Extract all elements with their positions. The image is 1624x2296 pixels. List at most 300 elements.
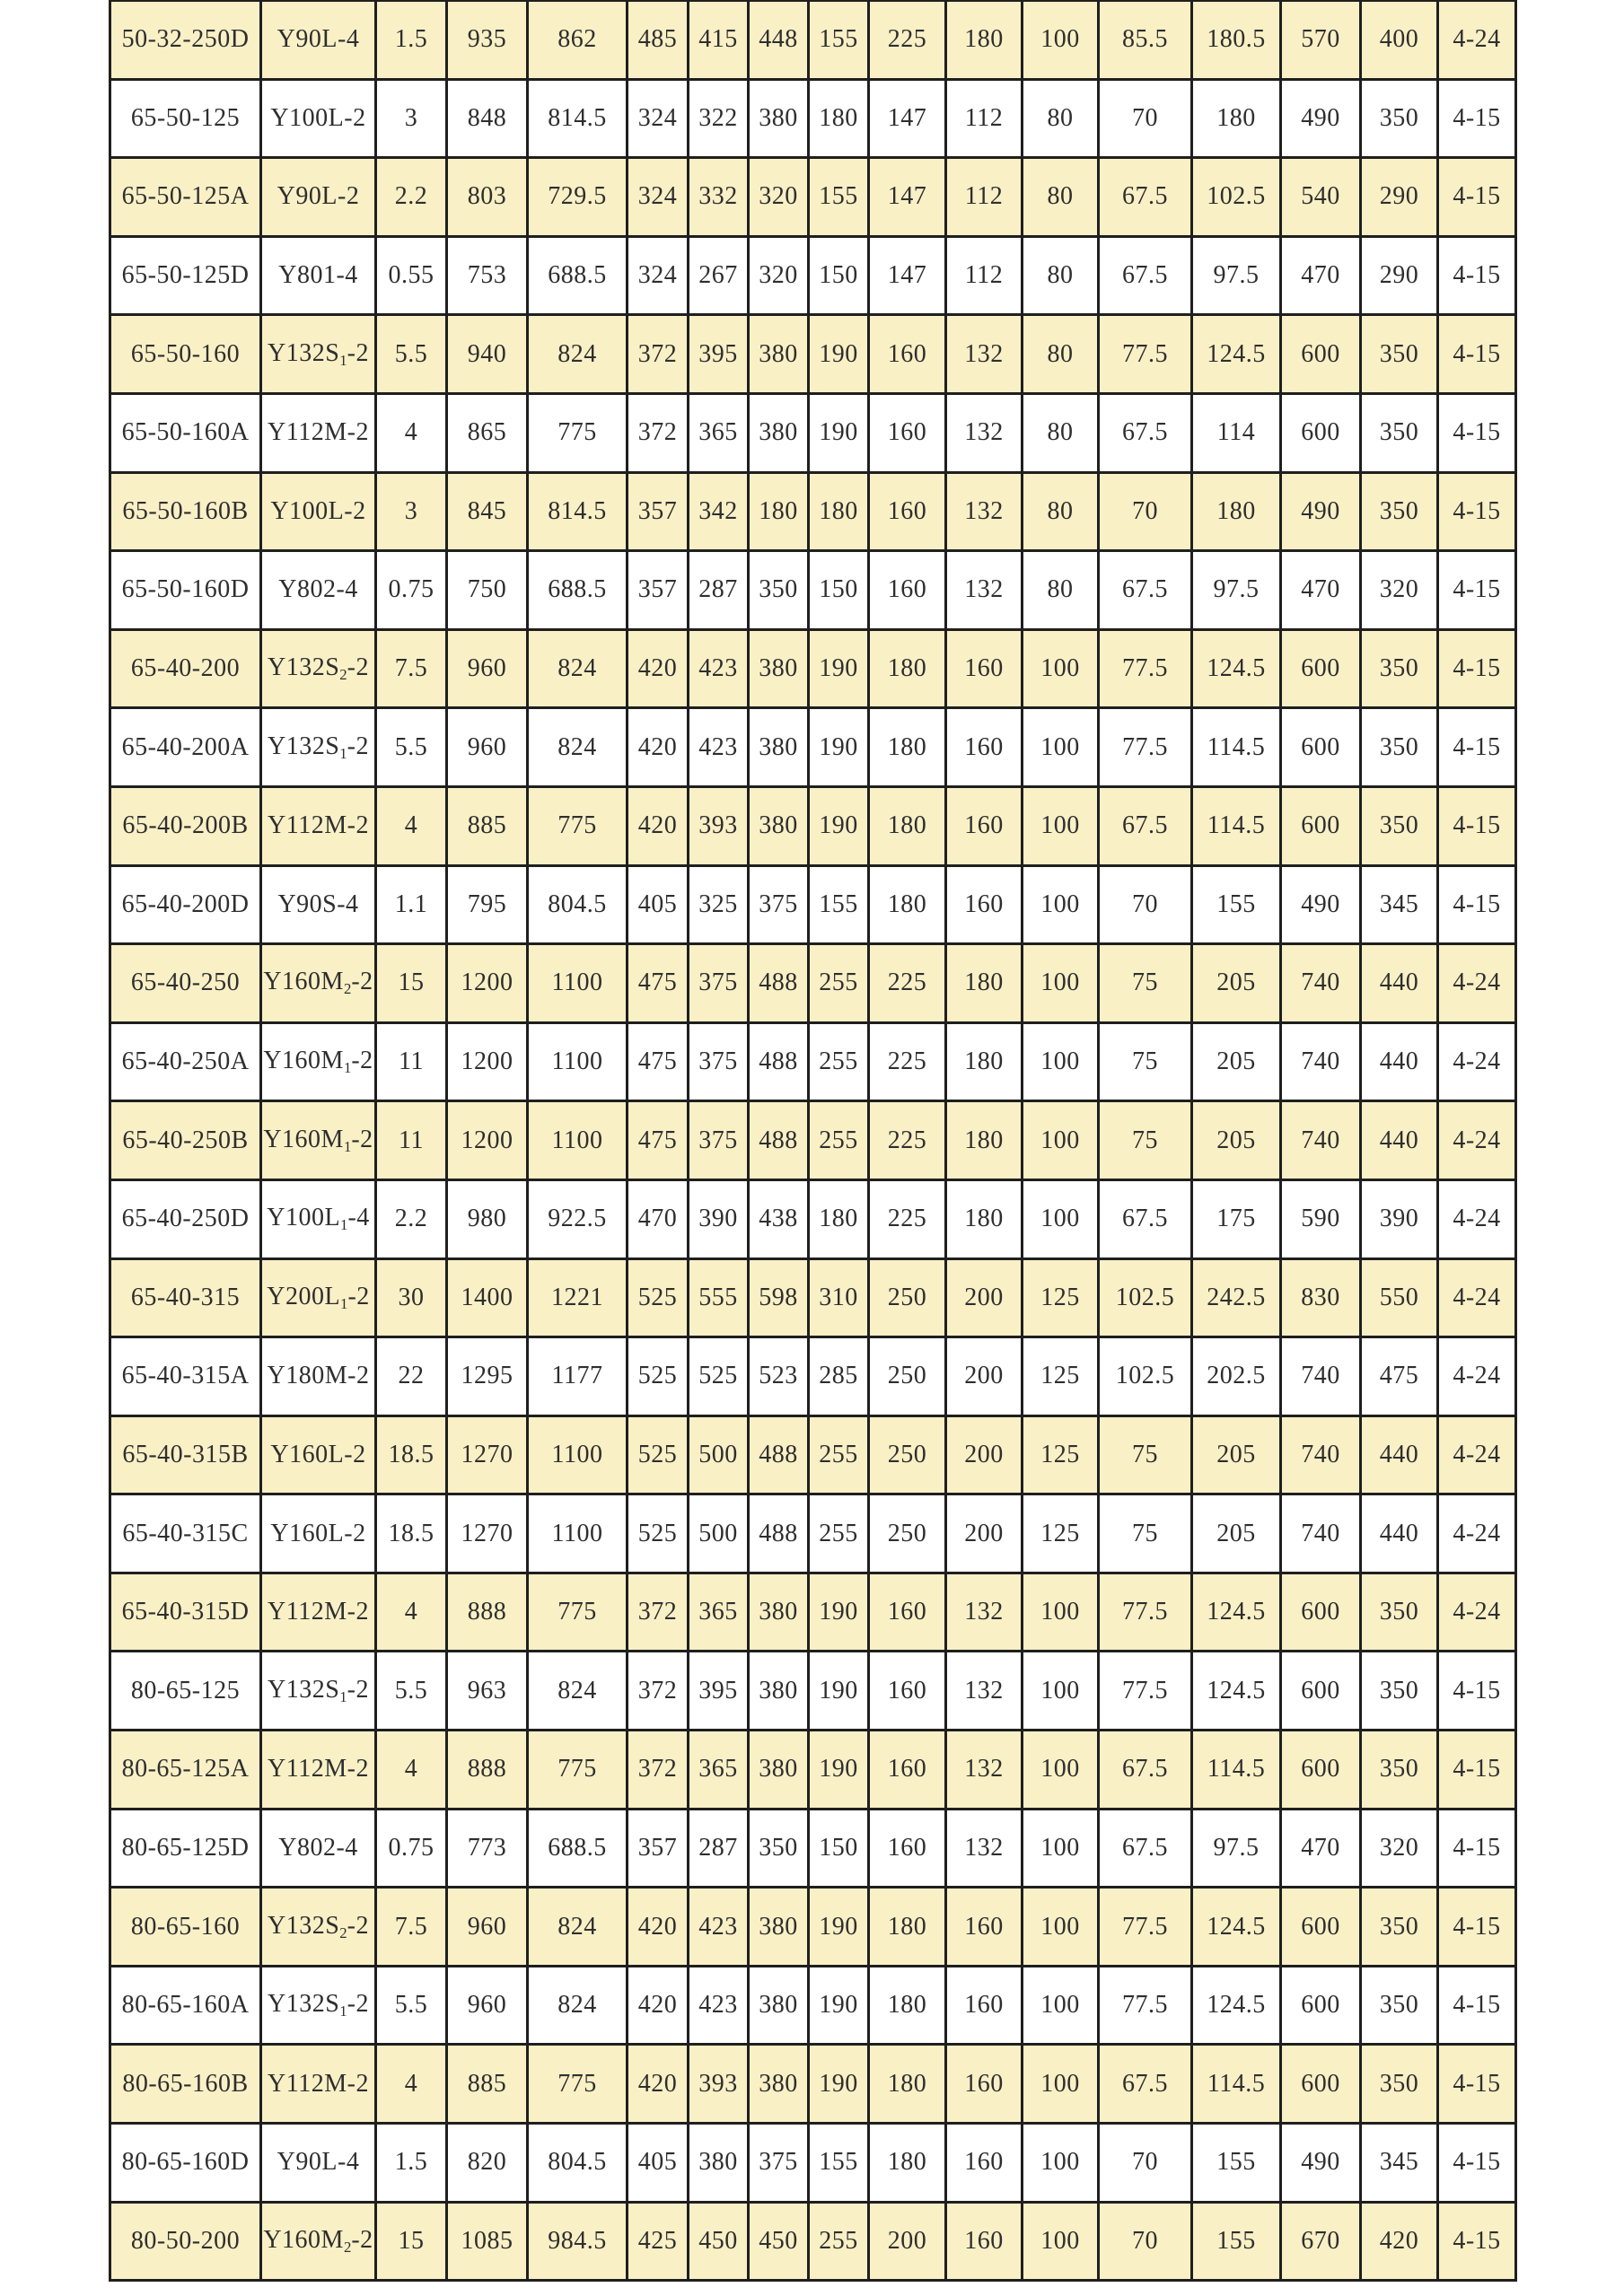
value-cell: 160 bbox=[946, 786, 1023, 865]
value-cell: 100 bbox=[1023, 2124, 1099, 2203]
value-cell: 1177 bbox=[528, 1337, 628, 1416]
value-cell: 600 bbox=[1281, 1966, 1361, 2045]
value-cell: 1200 bbox=[447, 1022, 528, 1101]
value-cell: 332 bbox=[689, 158, 749, 237]
table-row bbox=[110, 315, 1516, 394]
value-cell: 15 bbox=[376, 944, 447, 1023]
value-cell: 180 bbox=[869, 708, 946, 787]
value-cell: 500 bbox=[689, 1415, 749, 1494]
value-cell: 102.5 bbox=[1099, 1258, 1192, 1337]
value-cell: 4 bbox=[376, 1731, 447, 1810]
value-cell: 357 bbox=[628, 472, 689, 551]
pump-model-cell: 65-40-200D bbox=[110, 865, 261, 944]
value-cell: 225 bbox=[869, 1101, 946, 1180]
value-cell: 70 bbox=[1099, 865, 1192, 944]
value-cell: 0.75 bbox=[376, 1809, 447, 1888]
table-row bbox=[110, 472, 1516, 551]
value-cell: 775 bbox=[528, 2045, 628, 2124]
value-cell: 124.5 bbox=[1192, 1652, 1281, 1731]
value-cell: 862 bbox=[528, 1, 628, 79]
value-cell: 380 bbox=[749, 1652, 809, 1731]
value-cell: 475 bbox=[628, 1101, 689, 1180]
value-cell: 255 bbox=[809, 1415, 869, 1494]
value-cell: 372 bbox=[628, 315, 689, 394]
value-cell: 255 bbox=[809, 944, 869, 1023]
value-cell: 320 bbox=[1361, 551, 1438, 630]
table-row bbox=[110, 2045, 1516, 2124]
pump-model-cell: 65-50-125 bbox=[110, 79, 261, 158]
value-cell: 4-24 bbox=[1438, 1022, 1516, 1101]
value-cell: 324 bbox=[628, 236, 689, 315]
value-cell: 350 bbox=[749, 551, 809, 630]
value-cell: 77.5 bbox=[1099, 1652, 1192, 1731]
value-cell: 7.5 bbox=[376, 1888, 447, 1967]
value-cell: 4-24 bbox=[1438, 1179, 1516, 1258]
value-cell: 180 bbox=[809, 472, 869, 551]
value-cell: 380 bbox=[749, 786, 809, 865]
value-cell: 180 bbox=[1192, 472, 1281, 551]
value-cell: 190 bbox=[809, 2045, 869, 2124]
motor-model-cell: $Y160M_1-2$ bbox=[261, 1101, 376, 1180]
value-cell: 114.5 bbox=[1192, 1731, 1281, 1810]
value-cell: 100 bbox=[1023, 1, 1099, 79]
value-cell: 190 bbox=[809, 629, 869, 708]
value-cell: 4-15 bbox=[1438, 158, 1516, 237]
value-cell: 67.5 bbox=[1099, 236, 1192, 315]
table-row bbox=[110, 1415, 1516, 1494]
value-cell: 940 bbox=[447, 315, 528, 394]
value-cell: 804.5 bbox=[528, 2124, 628, 2203]
table-row bbox=[110, 708, 1516, 787]
value-cell: 70 bbox=[1099, 2202, 1192, 2281]
value-cell: 420 bbox=[628, 708, 689, 787]
value-cell: 5.5 bbox=[376, 1966, 447, 2045]
value-cell: 202.5 bbox=[1192, 1337, 1281, 1416]
table-row bbox=[110, 1731, 1516, 1810]
table-row bbox=[110, 1888, 1516, 1967]
table-row bbox=[110, 1179, 1516, 1258]
value-cell: 1270 bbox=[447, 1494, 528, 1573]
value-cell: 4-15 bbox=[1438, 1888, 1516, 1967]
value-cell: 150 bbox=[809, 551, 869, 630]
value-cell: 75 bbox=[1099, 1022, 1192, 1101]
value-cell: 320 bbox=[1361, 1809, 1438, 1888]
value-cell: 423 bbox=[689, 708, 749, 787]
value-cell: 405 bbox=[628, 865, 689, 944]
value-cell: 470 bbox=[1281, 1809, 1361, 1888]
value-cell: 160 bbox=[946, 865, 1023, 944]
value-cell: 1.1 bbox=[376, 865, 447, 944]
value-cell: 225 bbox=[869, 944, 946, 1023]
value-cell: 395 bbox=[689, 1652, 749, 1731]
pump-model-cell: 65-50-125D bbox=[110, 236, 261, 315]
value-cell: 488 bbox=[749, 1101, 809, 1180]
value-cell: 155 bbox=[1192, 865, 1281, 944]
value-cell: 5.5 bbox=[376, 315, 447, 394]
value-cell: 100 bbox=[1023, 1022, 1099, 1101]
motor-model-cell: Y90S-4 bbox=[261, 865, 376, 944]
value-cell: 190 bbox=[809, 708, 869, 787]
value-cell: 598 bbox=[749, 1258, 809, 1337]
value-cell: 180 bbox=[869, 865, 946, 944]
value-cell: 1100 bbox=[528, 944, 628, 1023]
table-row bbox=[110, 1022, 1516, 1101]
value-cell: 3 bbox=[376, 472, 447, 551]
value-cell: 132 bbox=[946, 472, 1023, 551]
value-cell: 180 bbox=[946, 944, 1023, 1023]
pump-model-cell: 65-40-315B bbox=[110, 1415, 261, 1494]
value-cell: 4-24 bbox=[1438, 1494, 1516, 1573]
value-cell: 570 bbox=[1281, 1, 1361, 79]
value-cell: 67.5 bbox=[1099, 786, 1192, 865]
value-cell: 125 bbox=[1023, 1337, 1099, 1416]
table-row bbox=[110, 2202, 1516, 2281]
value-cell: 114 bbox=[1192, 393, 1281, 472]
value-cell: 147 bbox=[869, 158, 946, 237]
value-cell: 100 bbox=[1023, 2045, 1099, 2124]
value-cell: 393 bbox=[689, 2045, 749, 2124]
value-cell: 688.5 bbox=[528, 551, 628, 630]
value-cell: 380 bbox=[749, 2045, 809, 2124]
value-cell: 420 bbox=[628, 2045, 689, 2124]
value-cell: 100 bbox=[1023, 1652, 1099, 1731]
value-cell: 475 bbox=[628, 944, 689, 1023]
value-cell: 488 bbox=[749, 944, 809, 1023]
value-cell: 22 bbox=[376, 1337, 447, 1416]
value-cell: 380 bbox=[689, 2124, 749, 2203]
value-cell: 147 bbox=[869, 79, 946, 158]
value-cell: 67.5 bbox=[1099, 1731, 1192, 1810]
pump-model-cell: 65-40-315C bbox=[110, 1494, 261, 1573]
value-cell: 80 bbox=[1023, 158, 1099, 237]
table-row bbox=[110, 865, 1516, 944]
value-cell: 845 bbox=[447, 472, 528, 551]
pump-model-cell: 80-65-125A bbox=[110, 1731, 261, 1810]
value-cell: 365 bbox=[689, 1731, 749, 1810]
value-cell: 180 bbox=[946, 1179, 1023, 1258]
table-row bbox=[110, 629, 1516, 708]
value-cell: 395 bbox=[689, 315, 749, 394]
value-cell: 488 bbox=[749, 1415, 809, 1494]
motor-model-cell: Y90L-4 bbox=[261, 2124, 376, 2203]
value-cell: 160 bbox=[946, 2202, 1023, 2281]
value-cell: 740 bbox=[1281, 1101, 1361, 1180]
value-cell: 132 bbox=[946, 1652, 1023, 1731]
value-cell: 180 bbox=[869, 1888, 946, 1967]
value-cell: 475 bbox=[1361, 1337, 1438, 1416]
value-cell: 5.5 bbox=[376, 1652, 447, 1731]
value-cell: 390 bbox=[689, 1179, 749, 1258]
value-cell: 4-15 bbox=[1438, 2202, 1516, 2281]
value-cell: 405 bbox=[628, 2124, 689, 2203]
value-cell: 357 bbox=[628, 1809, 689, 1888]
value-cell: 250 bbox=[869, 1494, 946, 1573]
value-cell: 980 bbox=[447, 1179, 528, 1258]
value-cell: 160 bbox=[869, 1731, 946, 1810]
value-cell: 75 bbox=[1099, 1101, 1192, 1180]
value-cell: 525 bbox=[628, 1258, 689, 1337]
value-cell: 740 bbox=[1281, 944, 1361, 1023]
value-cell: 67.5 bbox=[1099, 1809, 1192, 1888]
pump-spec-table-container bbox=[109, 0, 1517, 2282]
value-cell: 350 bbox=[749, 1809, 809, 1888]
value-cell: 190 bbox=[809, 786, 869, 865]
table-row bbox=[110, 1652, 1516, 1731]
value-cell: 250 bbox=[869, 1258, 946, 1337]
value-cell: 1100 bbox=[528, 1022, 628, 1101]
value-cell: 200 bbox=[869, 2202, 946, 2281]
value-cell: 67.5 bbox=[1099, 158, 1192, 237]
value-cell: 75 bbox=[1099, 944, 1192, 1023]
value-cell: 775 bbox=[528, 1573, 628, 1652]
subscript: 2 bbox=[339, 1924, 347, 1941]
value-cell: 102.5 bbox=[1099, 1337, 1192, 1416]
value-cell: 425 bbox=[628, 2202, 689, 2281]
value-cell: 440 bbox=[1361, 1494, 1438, 1573]
value-cell: 350 bbox=[1361, 315, 1438, 394]
value-cell: 67.5 bbox=[1099, 1179, 1192, 1258]
table-row bbox=[110, 1573, 1516, 1652]
value-cell: 350 bbox=[1361, 1731, 1438, 1810]
value-cell: 4-24 bbox=[1438, 1101, 1516, 1180]
table-row bbox=[110, 2124, 1516, 2203]
value-cell: 100 bbox=[1023, 944, 1099, 1023]
value-cell: 750 bbox=[447, 551, 528, 630]
value-cell: 375 bbox=[689, 1022, 749, 1101]
value-cell: 180 bbox=[809, 1179, 869, 1258]
value-cell: 4-24 bbox=[1438, 1258, 1516, 1337]
value-cell: 490 bbox=[1281, 79, 1361, 158]
value-cell: 4-15 bbox=[1438, 865, 1516, 944]
pump-model-cell: 65-50-160B bbox=[110, 472, 261, 551]
value-cell: 740 bbox=[1281, 1415, 1361, 1494]
value-cell: 75 bbox=[1099, 1415, 1192, 1494]
value-cell: 320 bbox=[749, 236, 809, 315]
value-cell: 112 bbox=[946, 158, 1023, 237]
value-cell: 1.5 bbox=[376, 2124, 447, 2203]
value-cell: 155 bbox=[809, 1, 869, 79]
value-cell: 175 bbox=[1192, 1179, 1281, 1258]
value-cell: 190 bbox=[809, 315, 869, 394]
value-cell: 438 bbox=[749, 1179, 809, 1258]
value-cell: 324 bbox=[628, 79, 689, 158]
value-cell: 320 bbox=[749, 158, 809, 237]
subscript: 1 bbox=[343, 1059, 352, 1077]
value-cell: 250 bbox=[869, 1415, 946, 1494]
value-cell: 100 bbox=[1023, 786, 1099, 865]
pump-model-cell: 80-65-125 bbox=[110, 1652, 261, 1731]
value-cell: 155 bbox=[1192, 2124, 1281, 2203]
value-cell: 80 bbox=[1023, 79, 1099, 158]
value-cell: 0.55 bbox=[376, 236, 447, 315]
value-cell: 450 bbox=[689, 2202, 749, 2281]
value-cell: 180 bbox=[809, 79, 869, 158]
value-cell: 225 bbox=[869, 1022, 946, 1101]
motor-model-cell: Y112M-2 bbox=[261, 2045, 376, 2124]
motor-model-cell: $Y132S_1-2$ bbox=[261, 1966, 376, 2045]
value-cell: 824 bbox=[528, 1966, 628, 2045]
value-cell: 310 bbox=[809, 1258, 869, 1337]
value-cell: 80 bbox=[1023, 551, 1099, 630]
value-cell: 350 bbox=[1361, 708, 1438, 787]
value-cell: 490 bbox=[1281, 472, 1361, 551]
subscript: 1 bbox=[340, 1216, 348, 1234]
value-cell: 5.5 bbox=[376, 708, 447, 787]
value-cell: 470 bbox=[1281, 236, 1361, 315]
value-cell: 372 bbox=[628, 1573, 689, 1652]
value-cell: 67.5 bbox=[1099, 551, 1192, 630]
value-cell: 200 bbox=[946, 1494, 1023, 1573]
value-cell: 102.5 bbox=[1192, 158, 1281, 237]
pump-model-cell: 65-40-315A bbox=[110, 1337, 261, 1416]
value-cell: 1.5 bbox=[376, 1, 447, 79]
value-cell: 155 bbox=[809, 865, 869, 944]
value-cell: 372 bbox=[628, 1652, 689, 1731]
value-cell: 4-15 bbox=[1438, 315, 1516, 394]
value-cell: 4-15 bbox=[1438, 2045, 1516, 2124]
subscript: 1 bbox=[339, 1687, 347, 1705]
value-cell: 180 bbox=[869, 1966, 946, 2045]
motor-model-cell: Y112M-2 bbox=[261, 786, 376, 865]
value-cell: 824 bbox=[528, 315, 628, 394]
pump-model-cell: 65-40-250D bbox=[110, 1179, 261, 1258]
value-cell: 814.5 bbox=[528, 472, 628, 551]
value-cell: 97.5 bbox=[1192, 551, 1281, 630]
value-cell: 180 bbox=[749, 472, 809, 551]
value-cell: 324 bbox=[628, 158, 689, 237]
value-cell: 155 bbox=[809, 2124, 869, 2203]
value-cell: 342 bbox=[689, 472, 749, 551]
table-row bbox=[110, 944, 1516, 1023]
value-cell: 225 bbox=[869, 1, 946, 79]
value-cell: 4-24 bbox=[1438, 1415, 1516, 1494]
value-cell: 150 bbox=[809, 1809, 869, 1888]
value-cell: 77.5 bbox=[1099, 1573, 1192, 1652]
value-cell: 729.5 bbox=[528, 158, 628, 237]
value-cell: 375 bbox=[689, 1101, 749, 1180]
value-cell: 124.5 bbox=[1192, 629, 1281, 708]
value-cell: 67.5 bbox=[1099, 2045, 1192, 2124]
value-cell: 125 bbox=[1023, 1258, 1099, 1337]
value-cell: 470 bbox=[628, 1179, 689, 1258]
value-cell: 885 bbox=[447, 2045, 528, 2124]
value-cell: 380 bbox=[749, 1731, 809, 1810]
value-cell: 77.5 bbox=[1099, 1888, 1192, 1967]
value-cell: 375 bbox=[749, 865, 809, 944]
value-cell: 380 bbox=[749, 708, 809, 787]
value-cell: 345 bbox=[1361, 2124, 1438, 2203]
value-cell: 255 bbox=[809, 1494, 869, 1573]
value-cell: 888 bbox=[447, 1573, 528, 1652]
value-cell: 100 bbox=[1023, 865, 1099, 944]
value-cell: 290 bbox=[1361, 158, 1438, 237]
value-cell: 160 bbox=[946, 1888, 1023, 1967]
value-cell: 922.5 bbox=[528, 1179, 628, 1258]
value-cell: 18.5 bbox=[376, 1415, 447, 1494]
motor-model-cell: $Y132S_2-2$ bbox=[261, 1888, 376, 1967]
value-cell: 255 bbox=[809, 2202, 869, 2281]
motor-model-cell: Y180M-2 bbox=[261, 1337, 376, 1416]
value-cell: 888 bbox=[447, 1731, 528, 1810]
table-row bbox=[110, 1494, 1516, 1573]
value-cell: 775 bbox=[528, 786, 628, 865]
value-cell: 865 bbox=[447, 393, 528, 472]
value-cell: 440 bbox=[1361, 1101, 1438, 1180]
value-cell: 357 bbox=[628, 551, 689, 630]
value-cell: 4 bbox=[376, 1573, 447, 1652]
value-cell: 155 bbox=[1192, 2202, 1281, 2281]
value-cell: 600 bbox=[1281, 708, 1361, 787]
value-cell: 525 bbox=[628, 1337, 689, 1416]
value-cell: 205 bbox=[1192, 1494, 1281, 1573]
pump-model-cell: 80-65-160B bbox=[110, 2045, 261, 2124]
table-row bbox=[110, 1966, 1516, 2045]
value-cell: 114.5 bbox=[1192, 708, 1281, 787]
value-cell: 372 bbox=[628, 393, 689, 472]
value-cell: 160 bbox=[946, 708, 1023, 787]
value-cell: 80 bbox=[1023, 236, 1099, 315]
subscript: 1 bbox=[339, 2002, 347, 2020]
subscript: 2 bbox=[339, 666, 347, 684]
pump-model-cell: 65-50-160 bbox=[110, 315, 261, 394]
value-cell: 180 bbox=[869, 786, 946, 865]
pump-model-cell: 65-40-200A bbox=[110, 708, 261, 787]
pump-model-cell: 65-40-315D bbox=[110, 1573, 261, 1652]
value-cell: 132 bbox=[946, 1573, 1023, 1652]
value-cell: 960 bbox=[447, 1966, 528, 2045]
pump-model-cell: 50-32-250D bbox=[110, 1, 261, 79]
value-cell: 4 bbox=[376, 2045, 447, 2124]
value-cell: 4-15 bbox=[1438, 2124, 1516, 2203]
value-cell: 225 bbox=[869, 1179, 946, 1258]
value-cell: 984.5 bbox=[528, 2202, 628, 2281]
value-cell: 80 bbox=[1023, 315, 1099, 394]
value-cell: 160 bbox=[869, 1809, 946, 1888]
value-cell: 3 bbox=[376, 79, 447, 158]
motor-model-cell: $Y132S_1-2$ bbox=[261, 1652, 376, 1731]
value-cell: 112 bbox=[946, 79, 1023, 158]
value-cell: 372 bbox=[628, 1731, 689, 1810]
table-row bbox=[110, 393, 1516, 472]
value-cell: 147 bbox=[869, 236, 946, 315]
value-cell: 824 bbox=[528, 1652, 628, 1731]
value-cell: 124.5 bbox=[1192, 1573, 1281, 1652]
pump-model-cell: 65-50-125A bbox=[110, 158, 261, 237]
value-cell: 255 bbox=[809, 1101, 869, 1180]
pump-model-cell: 65-50-160D bbox=[110, 551, 261, 630]
value-cell: 488 bbox=[749, 1494, 809, 1573]
motor-model-cell: Y90L-2 bbox=[261, 158, 376, 237]
value-cell: 100 bbox=[1023, 1966, 1099, 2045]
value-cell: 1200 bbox=[447, 1101, 528, 1180]
value-cell: 132 bbox=[946, 1731, 1023, 1810]
value-cell: 100 bbox=[1023, 1101, 1099, 1180]
value-cell: 4-15 bbox=[1438, 1809, 1516, 1888]
table-row bbox=[110, 1, 1516, 79]
value-cell: 160 bbox=[869, 472, 946, 551]
value-cell: 1100 bbox=[528, 1101, 628, 1180]
value-cell: 485 bbox=[628, 1, 689, 79]
table-row bbox=[110, 79, 1516, 158]
value-cell: 100 bbox=[1023, 708, 1099, 787]
value-cell: 1400 bbox=[447, 1258, 528, 1337]
value-cell: 848 bbox=[447, 79, 528, 158]
value-cell: 1221 bbox=[528, 1258, 628, 1337]
value-cell: 600 bbox=[1281, 2045, 1361, 2124]
motor-model-cell: $Y160M_1-2$ bbox=[261, 1022, 376, 1101]
value-cell: 2.2 bbox=[376, 1179, 447, 1258]
motor-model-cell: Y802-4 bbox=[261, 551, 376, 630]
